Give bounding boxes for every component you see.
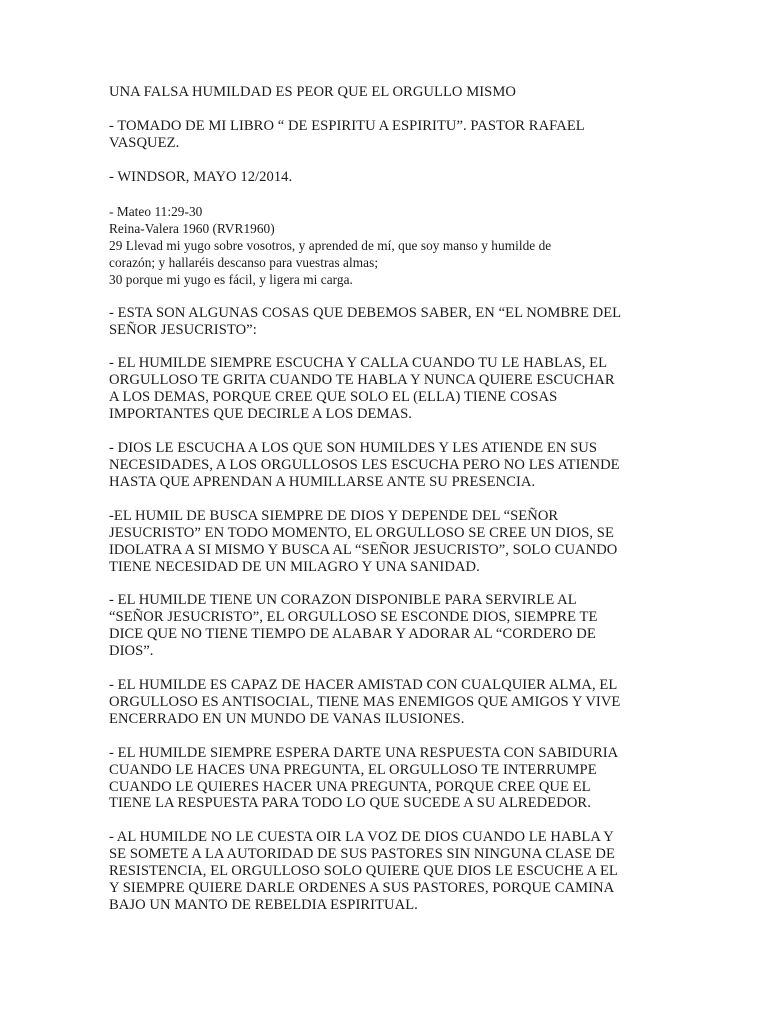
paragraph-line: - EL HUMILDE ES CAPAZ DE HACER AMISTAD CON CUALQUIER ALMA, EL (109, 677, 618, 694)
place-date (109, 169, 657, 186)
paragraph-line: IMPORTANTES QUE DECIRLE A LOS DEMAS. (109, 406, 412, 423)
source-note (109, 118, 657, 152)
paragraph-line: ORGULLOSO TE GRITA CUANDO TE HABLA Y NUNCA QUIERE ESCUCHAR (109, 372, 615, 389)
paragraph (109, 440, 657, 491)
paragraph (109, 305, 657, 339)
paragraph-line: JESUCRISTO” EN TODO MOMENTO, EL ORGULLOSO SE CREE UN DIOS, SE (109, 524, 614, 541)
scripture-line: 30 porque mi yugo es fácil, y ligera mi carga. (109, 271, 353, 287)
paragraph-line: HASTA QUE APRENDAN A HUMILLARSE ANTE SU PRESENCIA. (109, 473, 536, 490)
paragraph-line: ENCERRADO EN UN MUNDO DE VANAS ILUSIONES. (109, 710, 465, 727)
paragraph-line: IDOLATRA A SI MISMO Y BUSCA AL “SEÑOR JESUCRISTO”, SOLO CUANDO (109, 541, 618, 558)
paragraph-line: ORGULLOSO ES ANTISOCIAL, TIENE MAS ENEMIGOS QUE AMIGOS Y VIVE (109, 693, 621, 710)
paragraph (109, 677, 657, 728)
paragraph-line: RESISTENCIA, EL ORGULLOSO SOLO QUIERE QUE DIOS LE ESCUCHE A EL (109, 863, 618, 880)
paragraph-line: - ESTA SON ALGUNAS COSAS QUE DEBEMOS SABER, EN “EL NOMBRE DEL (109, 304, 622, 321)
source-line: VASQUEZ. (109, 134, 180, 151)
scripture-version: Reina-Valera 1960 (RVR1960) (109, 220, 275, 236)
paragraph (109, 355, 657, 423)
scripture-line: corazón; y hallaréis descanso para vuestras almas; (109, 254, 379, 270)
paragraph-line: - AL HUMILDE NO LE CUESTA OIR LA VOZ DE DIOS CUANDO LE HABLA Y (109, 829, 614, 846)
paragraph (109, 829, 657, 914)
document-title (109, 84, 657, 101)
paragraph (109, 592, 657, 660)
paragraph-line: SE SOMETE A LA AUTORIDAD DE SUS PASTORES SIN NINGUNA CLASE DE (109, 846, 615, 863)
paragraph (109, 508, 657, 576)
paragraph-line: Y SIEMPRE QUIERE DARLE ORDENES A SUS PASTORES, PORQUE CAMINA (109, 880, 615, 897)
paragraph-line: - EL HUMILDE SIEMPRE ESPERA DARTE UNA RESPUESTA CON SABIDURIA (109, 744, 619, 761)
paragraph-line: - DIOS LE ESCUCHA A LOS QUE SON HUMILDES Y LES ATIENDE EN SUS (109, 440, 598, 457)
place-date-line: - WINDSOR, MAYO 12/2014. (109, 168, 293, 185)
title-line: UNA FALSA HUMILDAD ES PEOR QUE EL ORGULLO MISMO (109, 84, 516, 100)
paragraph-line: SEÑOR JESUCRISTO”: (109, 321, 257, 338)
paragraph (109, 745, 657, 813)
paragraph-line: CUANDO LE HACES UNA PREGUNTA, EL ORGULLOSO TE INTERRUMPE (109, 761, 597, 778)
scripture-reference: - Mateo 11:29-30 (109, 203, 203, 219)
scripture-block (109, 203, 657, 288)
source-line: - TOMADO DE MI LIBRO “ DE ESPIRITU A ESPIRITU”. PASTOR RAFAEL (109, 117, 585, 134)
scripture-line: 29 Llevad mi yugo sobre vosotros, y aprended de mí, que soy manso y humilde de (109, 237, 552, 253)
document-page (109, 84, 657, 914)
paragraph-line: “SEÑOR JESUCRISTO”, EL ORGULLOSO SE ESCONDE DIOS, SIEMPRE TE (109, 609, 598, 626)
paragraph-line: DIOS”. (109, 643, 154, 660)
paragraph-line: - EL HUMILDE SIEMPRE ESCUCHA Y CALLA CUANDO TU LE HABLAS, EL (109, 355, 608, 372)
paragraph-line: TIENE LA RESPUESTA PARA TODO LO QUE SUCEDE A SU ALREDEDOR. (109, 795, 591, 812)
paragraph-line: DICE QUE NO TIENE TIEMPO DE ALABAR Y ADORAR AL “CORDERO DE (109, 626, 596, 643)
paragraph-line: - EL HUMILDE TIENE UN CORAZON DISPONIBLE PARA SERVIRLE AL (109, 592, 577, 609)
paragraph-line: BAJO UN MANTO DE REBELDIA ESPIRITUAL. (109, 897, 418, 913)
paragraph-line: NECESIDADES, A LOS ORGULLOSOS LES ESCUCHA PERO NO LES ATIENDE (109, 456, 620, 473)
paragraph-line: A LOS DEMAS, PORQUE CREE QUE SOLO EL (ELLA) TIENE COSAS (109, 389, 558, 406)
paragraph-line: -EL HUMIL DE BUSCA SIEMPRE DE DIOS Y DEPENDE DEL “SEÑOR (109, 507, 559, 524)
paragraph-line: CUANDO LE QUIERES HACER UNA PREGUNTA, PORQUE CREE QUE EL (109, 778, 591, 795)
paragraph-line: TIENE NECESIDAD DE UN MILAGRO Y UNA SANIDAD. (109, 558, 480, 575)
